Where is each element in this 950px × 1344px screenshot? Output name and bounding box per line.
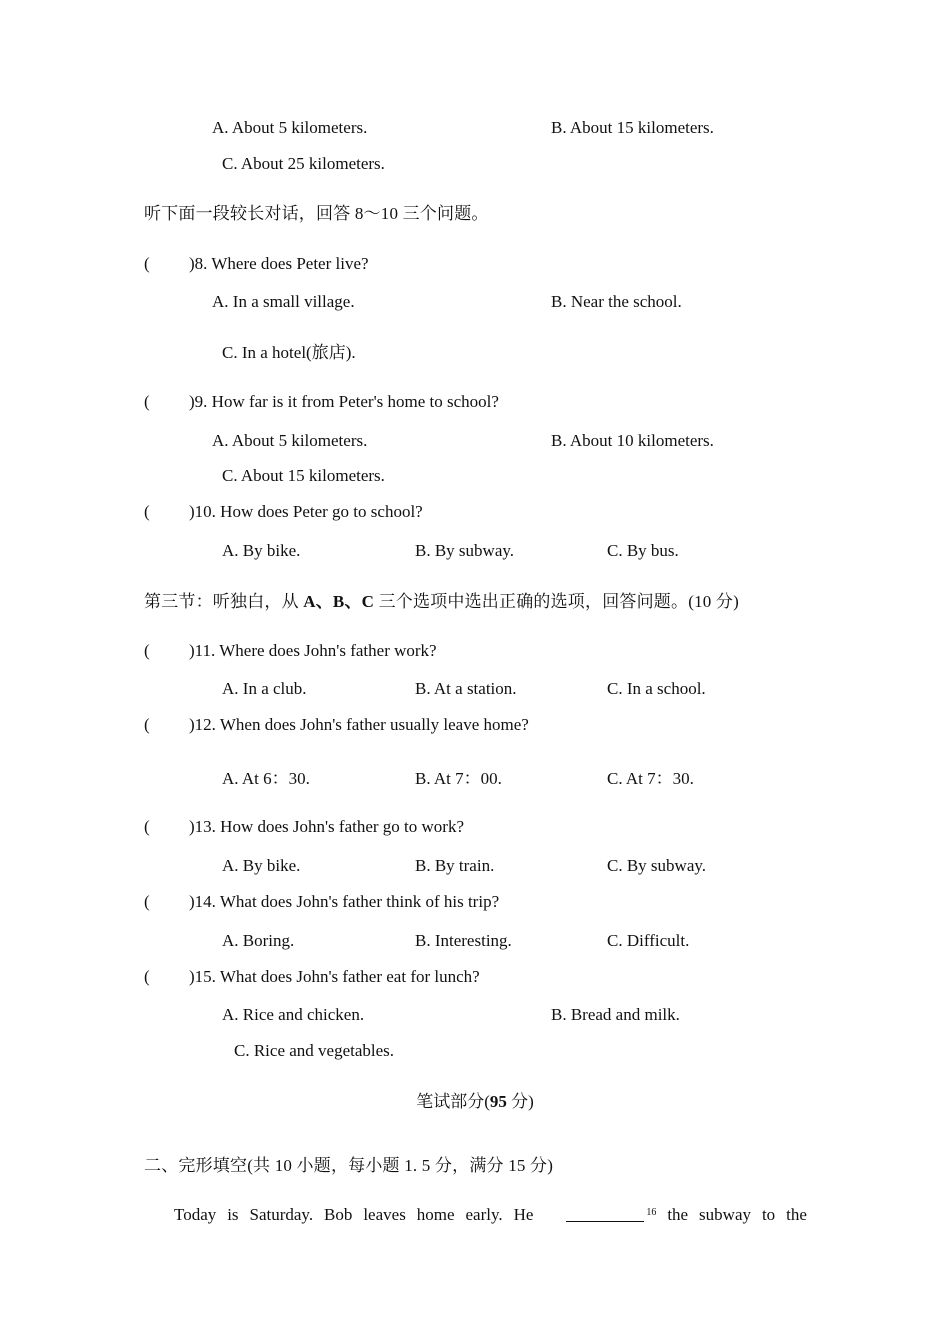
q8-option-b: B. Near the school. — [551, 292, 682, 311]
q7-option-a: A. About 5 kilometers. — [212, 118, 368, 137]
passage-line — [174, 1205, 807, 1227]
blank-number: 16 — [646, 1207, 657, 1218]
q9-option-b: B. About 10 kilometers. — [551, 431, 714, 450]
question-stem: )10. How does Peter go to school? — [189, 502, 423, 521]
passage-word: Today — [174, 1205, 217, 1224]
q14-option-c: C. Difficult. — [607, 931, 690, 950]
question-15 — [0, 967, 950, 987]
q12-option-b: B. At 7：00. — [415, 769, 502, 788]
q10-option-b: B. By subway. — [415, 541, 515, 560]
passage-word: home — [416, 1205, 455, 1224]
question-stem: )12. When does John's father usually leave home? — [189, 715, 529, 734]
section-3-heading — [144, 592, 739, 612]
question-12 — [0, 715, 950, 735]
q10-option-a: A. By bike. — [222, 541, 301, 560]
q12-option-c: C. At 7：30. — [607, 769, 694, 788]
question-stem: )15. What does John's father eat for lunch? — [189, 967, 480, 986]
q12-option-a: A. At 6：30. — [222, 769, 310, 788]
section-3-letters: A、B、C — [303, 592, 375, 611]
q11-option-a: A. In a club. — [222, 679, 307, 698]
cloze-heading: 二、完形填空(共 10 小题，每小题 1. 5 分，满分 15 分) — [144, 1156, 554, 1175]
q11-option-c: C. In a school. — [607, 679, 706, 698]
q14-option-a: A. Boring. — [222, 931, 295, 950]
blank-line — [566, 1205, 644, 1222]
written-title-suffix: 分) — [506, 1092, 534, 1111]
written-part-title — [0, 1092, 950, 1112]
question-stem: )8. Where does Peter live? — [189, 254, 369, 273]
q9-option-a: A. About 5 kilometers. — [212, 431, 368, 450]
q13-option-b: B. By train. — [415, 856, 495, 875]
question-8 — [0, 254, 950, 274]
q14-option-b: B. Interesting. — [415, 931, 512, 950]
answer-paren: ( — [144, 254, 150, 273]
q15-option-a: A. Rice and chicken. — [222, 1005, 365, 1024]
written-title-score: 95 — [489, 1092, 507, 1111]
question-10 — [0, 502, 950, 522]
cloze-blank-16[interactable] — [544, 1205, 656, 1227]
q10-option-c: C. By bus. — [607, 541, 679, 560]
question-9 — [0, 392, 950, 412]
passage-word: the — [667, 1205, 689, 1224]
passage-word: subway — [699, 1205, 751, 1224]
question-13 — [0, 817, 950, 837]
q7-option-c: C. About 25 kilometers. — [222, 154, 385, 173]
question-stem: )14. What does John's father think of his trip? — [189, 892, 500, 911]
answer-paren: ( — [144, 892, 150, 911]
passage-word: is — [227, 1205, 239, 1224]
answer-paren: ( — [144, 967, 150, 986]
dialogue-instruction: 听下面一段较长对话，回答 8～10 三个问题。 — [144, 204, 489, 223]
q13-option-a: A. By bike. — [222, 856, 301, 875]
passage-word: Bob — [324, 1205, 353, 1224]
section-3-prefix: 第三节：听独白，从 — [144, 592, 304, 611]
answer-paren: ( — [144, 392, 150, 411]
question-stem: )9. How far is it from Peter's home to school? — [189, 392, 499, 411]
q13-option-c: C. By subway. — [607, 856, 707, 875]
passage-word: He — [513, 1205, 534, 1224]
q9-option-c: C. About 15 kilometers. — [222, 466, 385, 485]
answer-paren: ( — [144, 817, 150, 836]
answer-paren: ( — [144, 641, 150, 660]
q15-option-c: C. Rice and vegetables. — [234, 1041, 395, 1060]
q15-option-b: B. Bread and milk. — [551, 1005, 680, 1024]
passage-word: the — [786, 1205, 807, 1224]
passage-word: early. — [465, 1205, 503, 1224]
q7-option-b: B. About 15 kilometers. — [551, 118, 714, 137]
section-3-suffix: 三个选项中选出正确的选项，回答问题。(10 分) — [374, 592, 739, 611]
question-11 — [0, 641, 950, 661]
question-stem: )13. How does John's father go to work? — [189, 817, 465, 836]
answer-paren: ( — [144, 715, 150, 734]
q8-option-a: A. In a small village. — [212, 292, 355, 311]
passage-word: to — [761, 1205, 776, 1224]
passage-word: leaves — [363, 1205, 406, 1224]
answer-paren: ( — [144, 502, 150, 521]
passage-word: Saturday. — [249, 1205, 314, 1224]
q8-option-c: C. In a hotel(旅店). — [222, 343, 356, 362]
question-stem: )11. Where does John's father work? — [189, 641, 437, 660]
question-14 — [0, 892, 950, 912]
q11-option-b: B. At a station. — [415, 679, 517, 698]
written-title-prefix: 笔试部分( — [416, 1092, 490, 1111]
